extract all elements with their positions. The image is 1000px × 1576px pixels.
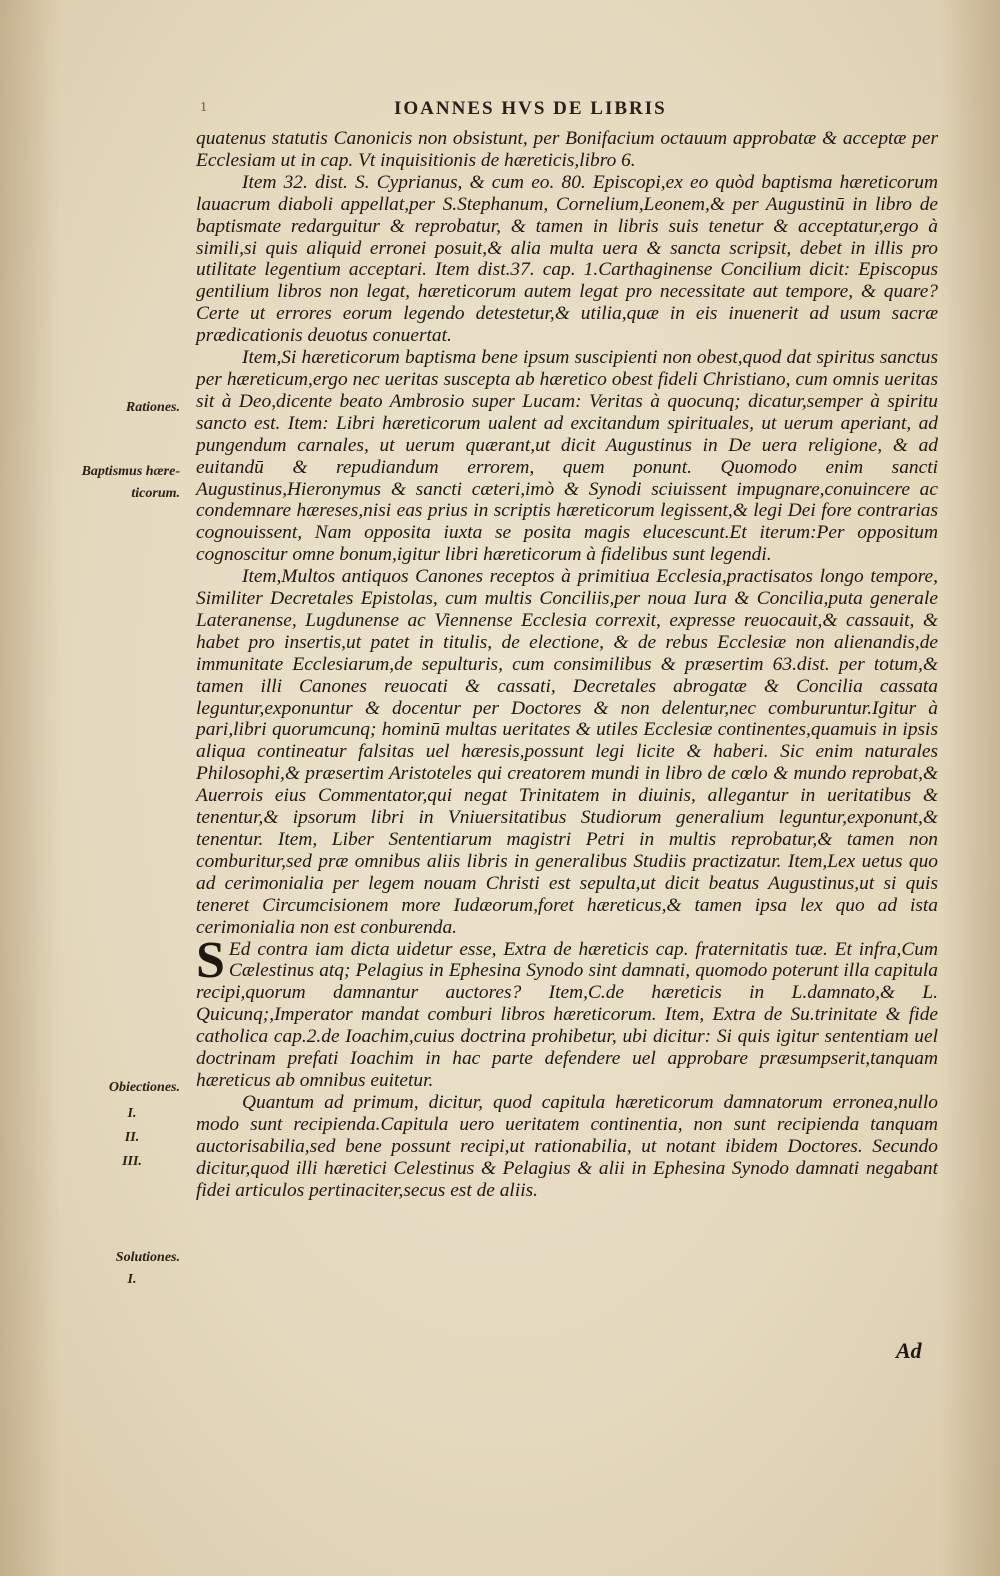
drop-cap-initial: S (196, 931, 225, 989)
margin-note-baptismus: Baptismus hære- (81, 464, 180, 479)
folio-number: 1 (200, 100, 207, 115)
margin-note-obiectio-2: II. (124, 1130, 140, 1145)
margin-note-baptismus-cont: ticorum. (131, 486, 180, 501)
margin-note-obiectio-1: I. (127, 1106, 137, 1121)
paragraph-6: Quantum ad primum, dicitur, quod capitula hæreticorum damnatorum erronea,nullo modo sunt recipienda.Capitula uero ueritatem continentia, non sunt recipienda tanquam auctorisabilia,sed bene possunt recipi,ut rationabilia, ut notant ibidem Doctores. Secundo dicitur,quod illi hæretici Celestinus & Pelagius & alii in Ephesina Synodo damnati negabant fidei articulos pertinaciter,secus est de aliis. (196, 1091, 938, 1201)
paragraph-5-text: Ed contra iam dicta uidetur esse, Extra de hæreticis cap. fraternitatis tuæ. Et infra,Cum Cælestinus atq; Pelagius in Ephesina Synodo sint damnati, quomodo poterunt illa capitula recipi,quorum damnantur auctores? Item,C.de hæreticis in L.damnato,& L. Quicunq;,Imperator mandat comburi libros hæreticorum. Item, Extra de Su.trinitate & fide catholica cap.2.de Ioachim,cuius doctrina prohibetur, ubi dicitur: Si quis igitur sententiam uel doctrinam prefati Ioachim in hac parte defendere uel approbare præsumpserit,tanquam hæreticus ab omnibus euitetur. (196, 938, 938, 1091)
paragraph-5 (196, 931, 938, 1092)
page-edge-shadow (940, 0, 1000, 1576)
paragraph-2: Item 32. dist. S. Cyprianus, & cum eo. 80. Episcopi,ex eo quòd baptisma hæreticorum lauacrum diaboli appellat,per S.Stephanum, Cornelium,Leonem,& per Augustinū in libro de baptismate redarguitur & reprobatur, & tamen in libris suis tenetur & acceptatur,ergo à simili,si quis aliquid erronei posuit,& alia multa uera & sancta scripsit, debet in illis pro utilitate legentium acceptari. Item dist.37. cap. 1.Carthaginense Concilium dicit: Episcopus gentilium libros non legat, hæreticorum autem legat pro necessitate aut tempore, & quare? Certe ut errores eorum legendo detestetur,& utilia,quæ in eis inuenerit ad usum sacræ prædicationis deuotus conuertat. (196, 171, 938, 347)
paragraph-3: Item,Si hæreticorum baptisma bene ipsum suscipienti non obest,quod dat spiritus sanctus per hæreticum,ergo nec ueritas suscepta ab hæretico obest fideli Christiano, cum omnis ueritas sit à Deo,dicente beato Ambrosio super Lucam: Veritas à quocunq; dicatur,semper à spiritu sancto est. Item: Libri hæreticorum ualent ad excitandum spirituales, ut uerum aperiant, ad pungendum carnales, ut uerum quærant,ut dicit Augustinus in De uera religione, & ad euitandū & repudiandum errorem, quem ponunt. Quomodo enim sancti Augustinus,Hieronymus & sancti cæteri,imò & Synodi sciuissent impugnare,conuincere ac condemnare hæreses,nisi eas prius in scriptis hæreticorum legissent,& legi Dei fore contrarias cognouissent, Nam opposita iuxta se posita magis elucescunt.Et iterum:Per oppositum cognoscitur omne bonum,igitur libri hæreticorum à fidelibus sunt legendi. (196, 347, 938, 566)
margin-note-obiectio-3: III. (122, 1154, 142, 1169)
main-text-block (196, 128, 938, 1201)
paragraph-4: Item,Multos antiquos Canones receptos à primitiua Ecclesia,practisatos longo tempore, Similiter Decretales Epistolas, cum multis Conciliis,per noua Iura & Concilia,puta generale Lateranense, Lugdunense ac Viennense Ecclesia correxit, expresse reuocauit,& cassauit, & habet pro insertis,ut patet in titulis, de electione, & de rebus Ecclesiæ non alienandis,de immunitate Ecclesiarum,de sepulturis, cum consimilibus & præsertim 63.dist. per totum,& tamen illi Canones reuocati & cassati, Decretales abrogatæ & Concilia cassata leguntur,exponuntur & docentur per Doctores & non delentur,nec comburuntur.Igitur à pari,libri quorumcunq; hominū multas ueritates & utiles Ecclesiæ continentes,quamuis in ipsis aliqua contineatur falsitas uel hæresis,possunt legi licite & haberi. Sic enim naturales Philosophi,& præsertim Aristoteles qui creatorem mundi in libro de cœlo & mundo reprobat,& Auerrois eius Commentator,qui negat Trinitatem in diuinis, allegantur in ueritatibus & tenentur,& ipsorum libri in Vniuersitatibus Studiorum generalium leguntur,exponunt,& tenentur. Item, Liber Sententiarum magistri Petri in multis reprobatur,& tamen non comburitur,sed præ omnibus aliis libris in generalibus Studiis practizatur. Item,Lex uetus quo ad cerimonialia per legem nouam Christi est sepulta,ut dicit beatus Augustinus,ut si quis teneret Circumcisionem more Iudæorum,foret hæreticus,& tamen ipsa lex quo ad ista cerimonialia non est conburenda. (196, 566, 938, 938)
margin-note-rationes: Rationes. (125, 400, 180, 415)
margin-note-solutio-1: I. (127, 1272, 137, 1287)
running-title: IOANNES HVS DE LIBRIS (394, 98, 667, 119)
paragraph-1: quatenus statutis Canonicis non obsistunt, per Bonifacium octauum approbatæ & acceptæ per Ecclesiam ut in cap. Vt inquisitionis de hæreticis,libro 6. (196, 128, 938, 171)
margin-note-solutiones: Solutiones. (115, 1250, 180, 1265)
page-gutter-shadow (0, 0, 60, 1576)
catchword: Ad (896, 1338, 922, 1363)
margin-note-obiectiones: Obiectiones. (108, 1080, 180, 1095)
